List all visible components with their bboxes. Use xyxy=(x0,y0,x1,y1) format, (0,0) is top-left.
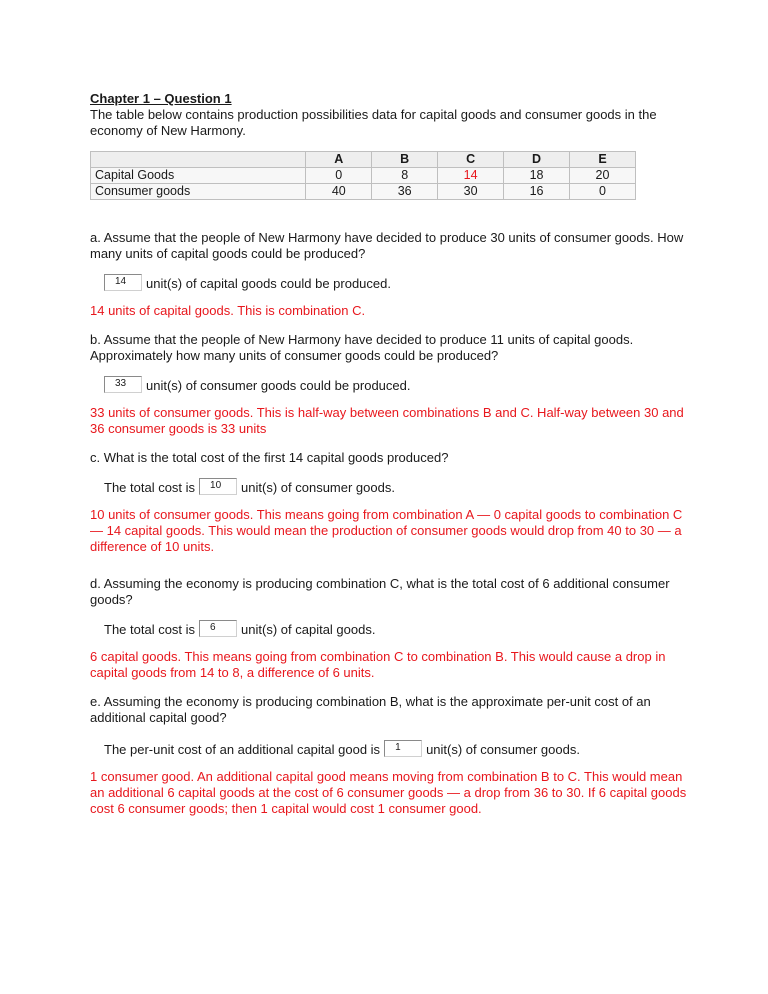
row-label: Capital Goods xyxy=(91,168,306,184)
column-header: C xyxy=(438,152,504,168)
question-b-prompt: b. Assume that the people of New Harmony have decided to produce 11 units of capital goods. Approximately how many units of consumer goods could be produced? xyxy=(90,332,634,363)
question-a-answer-line xyxy=(104,274,690,291)
question-c-prompt: c. What is the total cost of the first 14 capital goods produced? xyxy=(90,450,449,465)
question-d-prompt: d. Assuming the economy is producing combination C, what is the total cost of 6 additional consumer goods? xyxy=(90,576,670,607)
question-c-answer-line xyxy=(104,478,690,495)
answer-prefix: The total cost is xyxy=(104,622,196,637)
intro-text: The table below contains production possibilities data for capital goods and consumer goods in the economy of New Harmony. xyxy=(90,107,657,138)
answer-explanation-c: 10 units of consumer goods. This means going from combination A — 0 capital goods to combination C — 14 capital goods. This would mean the production of consumer goods would drop from 40 to 30 — a difference of 10 units. xyxy=(90,507,683,554)
table-cell: 8 xyxy=(372,168,438,184)
answer-suffix: unit(s) of consumer goods. xyxy=(241,480,395,495)
answer-suffix: unit(s) of capital goods. xyxy=(241,622,376,637)
table-corner-cell xyxy=(91,152,306,168)
answer-prefix: The total cost is xyxy=(104,480,196,495)
column-header: D xyxy=(504,152,570,168)
answer-input-c[interactable]: 10 xyxy=(199,478,237,495)
table-cell: 30 xyxy=(438,184,504,200)
question-b-answer-line xyxy=(104,376,690,393)
table-header-row xyxy=(91,152,636,168)
question-e-prompt: e. Assuming the economy is producing combination B, what is the approximate per-unit cost of an additional capital good? xyxy=(90,694,651,725)
table-cell-highlighted: 14 xyxy=(438,168,504,184)
answer-explanation-d: 6 capital goods. This means going from combination C to combination B. This would cause a drop in capital goods from 14 to 8, a difference of 6 units. xyxy=(90,649,666,680)
table-cell: 20 xyxy=(570,168,636,184)
question-e-answer-line xyxy=(104,740,690,757)
answer-input-a[interactable]: 14 xyxy=(104,274,142,291)
answer-explanation-b: 33 units of consumer goods. This is half-way between combinations B and C. Half-way between 30 and 36 consumer goods is 33 units xyxy=(90,405,684,436)
answer-prefix: The per-unit cost of an additional capital good is xyxy=(104,742,381,757)
answer-explanation-a: 14 units of capital goods. This is combination C. xyxy=(90,303,366,318)
row-label: Consumer goods xyxy=(91,184,306,200)
document-page xyxy=(90,91,690,817)
table-cell: 18 xyxy=(504,168,570,184)
table-row xyxy=(91,184,636,200)
answer-input-b[interactable]: 33 xyxy=(104,376,142,393)
answer-suffix: unit(s) of consumer goods could be produced. xyxy=(146,378,411,393)
table-cell: 36 xyxy=(372,184,438,200)
table-cell: 40 xyxy=(306,184,372,200)
table-row xyxy=(91,168,636,184)
column-header: E xyxy=(570,152,636,168)
question-a-prompt: a. Assume that the people of New Harmony have decided to produce 30 units of consumer goods. How many units of capital goods could be produced? xyxy=(90,230,684,261)
table-cell: 0 xyxy=(306,168,372,184)
chapter-heading: Chapter 1 – Question 1 xyxy=(90,91,232,106)
answer-input-d[interactable]: 6 xyxy=(199,620,237,637)
answer-suffix: unit(s) of capital goods could be produced. xyxy=(146,276,391,291)
table-cell: 0 xyxy=(570,184,636,200)
table-cell: 16 xyxy=(504,184,570,200)
answer-explanation-e: 1 consumer good. An additional capital good means moving from combination B to C. This would mean an additional 6 capital goods at the cost of 6 consumer goods — a drop from 36 to 30. If 6 capital goods cost 6 consumer goods; then 1 capital would cost 1 consumer good. xyxy=(90,769,687,816)
answer-suffix: unit(s) of consumer goods. xyxy=(426,742,580,757)
question-d-answer-line xyxy=(104,620,690,637)
column-header: B xyxy=(372,152,438,168)
answer-input-e[interactable]: 1 xyxy=(384,740,422,757)
column-header: A xyxy=(306,152,372,168)
production-possibilities-table xyxy=(90,151,636,200)
